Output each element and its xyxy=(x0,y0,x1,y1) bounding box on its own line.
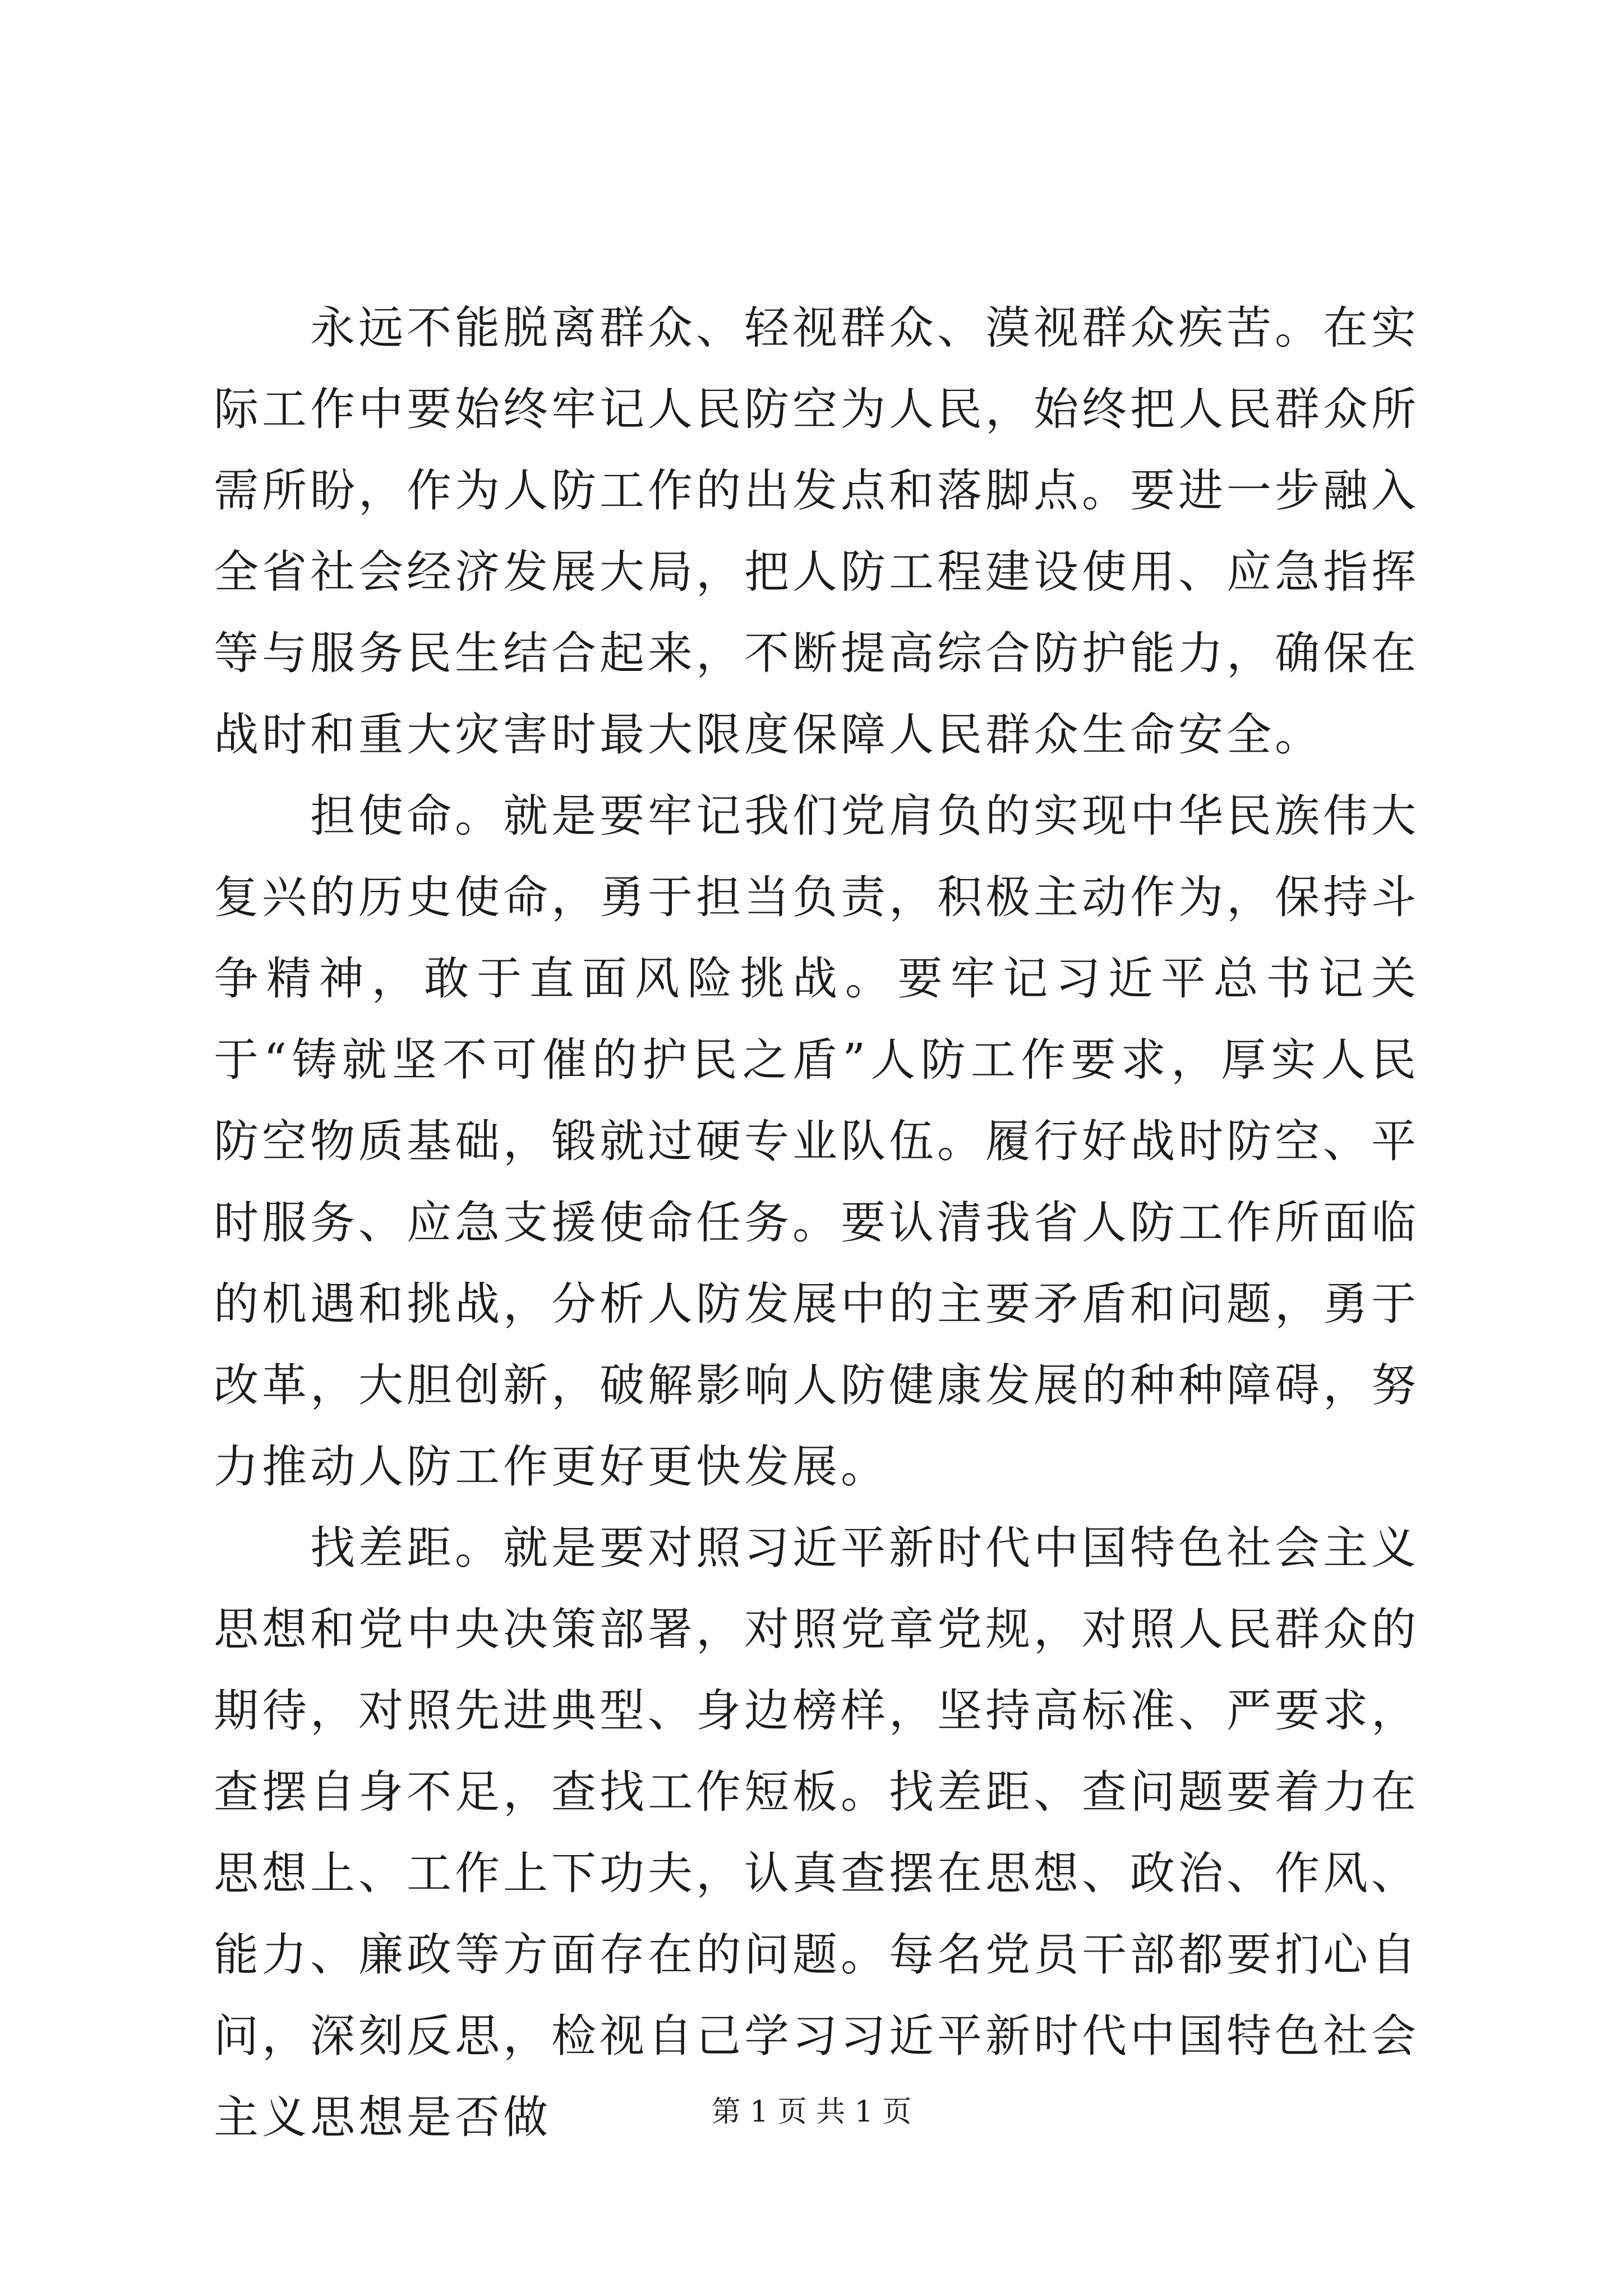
paragraph-3: 找差距。就是要对照习近平新时代中国特色社会主义思想和党中央决策部署，对照党章党规，对照人民群众的期待，对照先进典型、身边榜样，坚持高标准、严要求，查摆自身不足，查找工作短板。找差距、查问题要着力在思想上、工作上下功夫，认真查摆在思想、政治、作风、能力、廉政等方面存在的问题。每名党员干部都要扪心自问，深刻反思，检视自己学习习近平新时代中国特色社会主义思想是否做 xyxy=(214,1522,1419,2143)
page-number-footer: 第 1 页 共 1 页 xyxy=(711,2095,912,2129)
paragraph-1: 永远不能脱离群众、轻视群众、漠视群众疾苦。在实际工作中要始终牢记人民防空为人民，始终把人民群众所需所盼，作为人防工作的出发点和落脚点。要进一步融入全省社会经济发展大局，把人防工程建设使用、应急指挥等与服务民生结合起来，不断提高综合防护能力，确保在战时和重大灾害时最大限度保障人民群众生命安全。 xyxy=(214,302,1419,761)
paragraph-2: 担使命。就是要牢记我们党肩负的实现中华民族伟大复兴的历史使命，勇于担当负责，积极主动作为，保持斗争精神，敢于直面风险挑战。要牢记习近平总书记关于“铸就坚不可催的护民之盾”人防工作要求，厚实人民防空物质基础，锻就过硬专业队伍。履行好战时防空、平时服务、应急支援使命任务。要认清我省人防工作所面临的机遇和挑战，分析人防发展中的主要矛盾和问题，勇于改革，大胆创新，破解影响人防健康发展的种种障碍，努力推动人防工作更好更快发展。 xyxy=(214,790,1419,1493)
document-body xyxy=(214,287,1419,2158)
